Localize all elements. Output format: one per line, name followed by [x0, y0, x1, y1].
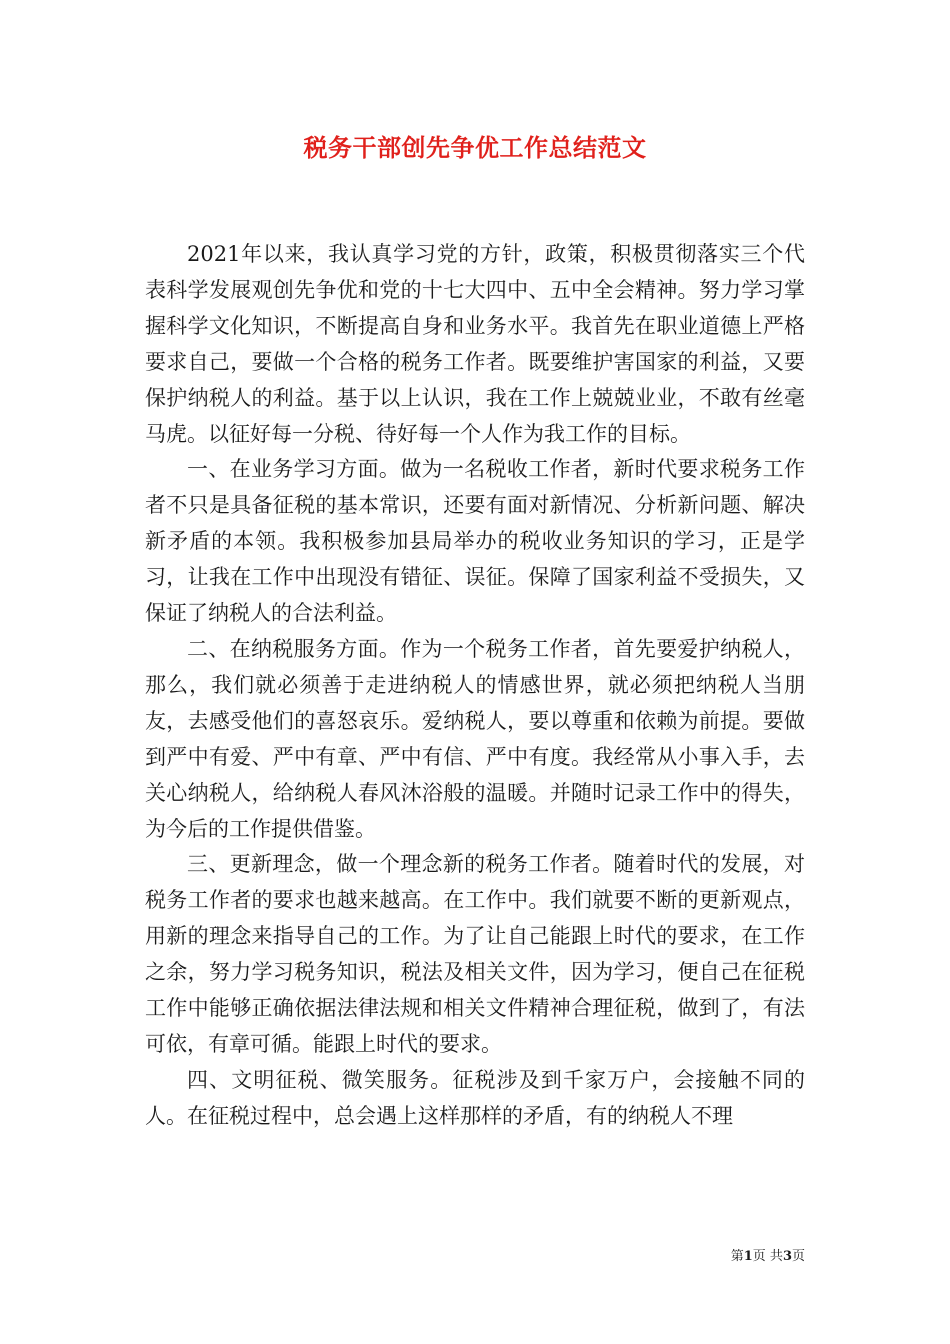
current-page-number: 1 [743, 1249, 753, 1264]
total-pages-number: 3 [782, 1249, 792, 1264]
paragraph-update-concepts: 三、更新理念，做一个理念新的税务工作者。随着时代的发展，对税务工作者的要求也越来越高。在工作中。我们就要不断的更新观点，用新的理念来指导自己的工作。为了让自己能跟上时代的要求，在工作之余，努力学习税务知识，税法及相关文件，因为学习，便自己在征税工作中能够正确依据法律法规和相关文件精神合理征税，做到了，有法可依，有章可循。能跟上时代的要求。 [145, 852, 805, 1056]
footer-suffix: 页 [791, 1249, 805, 1264]
page-number-footer [731, 1248, 805, 1266]
paragraph-civilized-taxation: 四、文明征税、微笑服务。征税涉及到千家万户，会接触不同的人。在征税过程中，总会遇上这样那样的矛盾，有的纳税人不理 [145, 1067, 805, 1128]
paragraph-taxpayer-service: 二、在纳税服务方面。作为一个税务工作者，首先要爱护纳税人，那么，我们就必须善于走进纳税人的情感世界，就必须把纳税人当朋友，去感受他们的喜怒哀乐。爱纳税人，要以尊重和依赖为前提。要做到严中有爱、严中有章、严中有信、严中有度。我经常从小事入手，去关心纳税人，给纳税人春风沐浴般的温暖。并随时记录工作中的得失，为今后的工作提供借鉴。 [145, 636, 805, 841]
footer-middle: 页 共 [752, 1249, 783, 1264]
paragraph-business-study: 一、在业务学习方面。做为一名税收工作者，新时代要求税务工作者不只是具备征税的基本常识，还要有面对新情况、分析新问题、解决新矛盾的本领。我积极参加县局举办的税收业务知识的学习，正是学习，让我在工作中出现没有错征、误征。保障了国家利益不受损失，又保证了纳税人的合法利益。 [145, 457, 805, 626]
paragraph-intro: 2021年以来，我认真学习党的方针，政策，积极贯彻落实三个代表科学发展观创先争优和党的十七大四中、五中全会精神。努力学习掌握科学文化知识，不断提高自身和业务水平。我首先在职业道德上严格要求自己，要做一个合格的税务工作者。既要维护害国家的利益，又要保护纳税人的利益。基于以上认识，我在工作上兢兢业业，不敢有丝毫马虎。以征好每一分税、待好每一个人作为我工作的目标。 [145, 242, 805, 446]
document-body [145, 237, 805, 1135]
footer-prefix: 第 [730, 1249, 744, 1264]
document-title: 税务干部创先争优工作总结范文 [303, 133, 647, 162]
